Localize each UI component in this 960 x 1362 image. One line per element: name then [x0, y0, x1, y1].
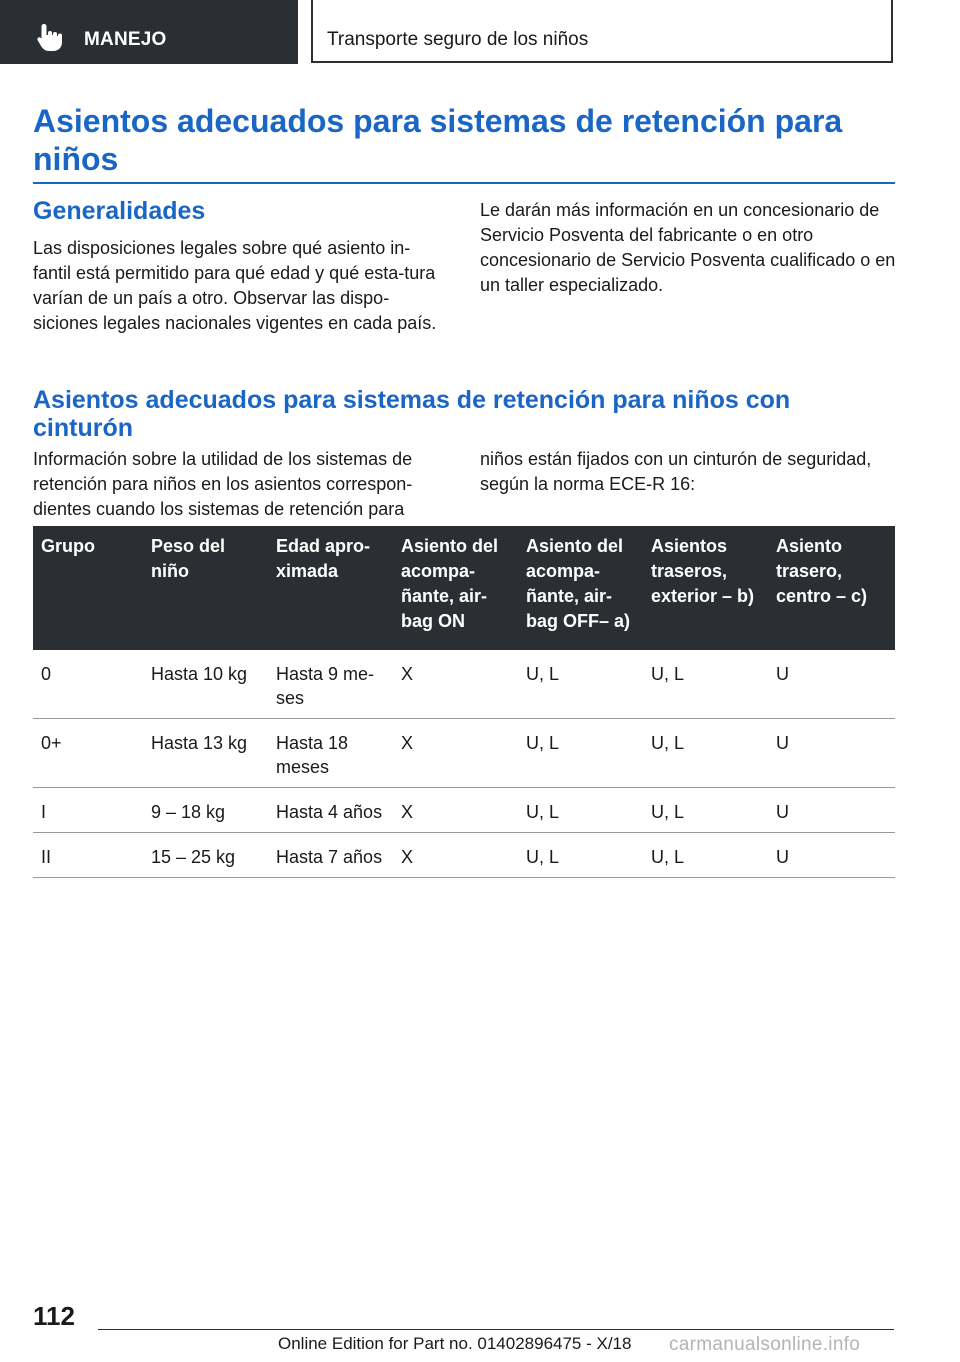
table-cell: X — [393, 719, 518, 788]
table-cell: 0 — [33, 650, 143, 719]
table-cell: U, L — [643, 788, 768, 833]
table-row — [33, 788, 895, 833]
col-header-rear-outer: Asientos traseros, exterior – b) — [643, 526, 768, 650]
table-cell: Hasta 10 kg — [143, 650, 268, 719]
table-cell: U, L — [518, 719, 643, 788]
col-header-rear-center: Asiento trasero, centro – c) — [768, 526, 895, 650]
page-title: Asientos adecuados para sistemas de retención para niños — [33, 103, 843, 177]
general-paragraph-2: Le darán más información en un concesionario de Servicio Posventa del fabricante o en otro concesionario de Servicio Posventa cualificado o en un taller especializado. — [480, 200, 896, 295]
table-row — [33, 650, 895, 719]
table-cell: U — [768, 833, 895, 878]
table-cell: 9 – 18 kg — [143, 788, 268, 833]
table-cell: U — [768, 650, 895, 719]
belt-paragraph-2: niños están fijados con un cinturón de seguridad, según la norma ECE-R 16: — [480, 449, 872, 494]
chapter-title: Transporte seguro de los niños — [327, 29, 589, 50]
title-divider — [33, 182, 895, 184]
belt-paragraph-1: Información sobre la utilidad de los sistemas de retención para niños en los asientos correspon-dientes cuando los sistemas de retención para — [33, 449, 413, 519]
table-cell: 0+ — [33, 719, 143, 788]
section-tab — [0, 0, 298, 64]
table-cell: X — [393, 650, 518, 719]
footer-divider — [98, 1329, 894, 1330]
chapter-header — [311, 0, 893, 63]
table-cell: Hasta 7 años — [268, 833, 393, 878]
table-cell: U, L — [643, 833, 768, 878]
table-cell: U — [768, 719, 895, 788]
col-header-group: Grupo — [33, 526, 143, 650]
table-cell: U, L — [518, 650, 643, 719]
seat-suitability-table — [33, 526, 895, 878]
table-cell: Hasta 13 kg — [143, 719, 268, 788]
general-paragraph-1: Las disposiciones legales sobre qué asiento in-fantil está permitido para qué edad y qué esta-tura varían de un país a otro. Observar las dispo-siciones legales nacionales vigentes en cada país. — [33, 238, 437, 333]
watermark: carmanualsonline.info — [669, 1334, 861, 1355]
col-header-weight: Peso del niño — [143, 526, 268, 650]
heading-belt-seats: Asientos adecuados para sistemas de retención para niños con cinturón — [33, 386, 791, 442]
table-cell: Hasta 9 me-ses — [268, 650, 393, 719]
heading-general: Generalidades — [33, 197, 206, 225]
table-cell: II — [33, 833, 143, 878]
page-number: 112 — [33, 1301, 75, 1331]
table-cell: X — [393, 833, 518, 878]
table-cell: U, L — [518, 833, 643, 878]
table-row — [33, 833, 895, 878]
table-cell: Hasta 4 años — [268, 788, 393, 833]
hand-pointer-icon — [36, 22, 64, 52]
col-header-front-airbag-on: Asiento del acompa-ñante, air-bag ON — [393, 526, 518, 650]
table-cell: 15 – 25 kg — [143, 833, 268, 878]
table-cell: U — [768, 788, 895, 833]
table-cell: X — [393, 788, 518, 833]
col-header-front-airbag-off: Asiento del acompa-ñante, air-bag OFF– a) — [518, 526, 643, 650]
table-cell: U, L — [643, 650, 768, 719]
table-header-row — [33, 526, 895, 650]
table-row — [33, 719, 895, 788]
table-cell: I — [33, 788, 143, 833]
table-cell: U, L — [643, 719, 768, 788]
col-header-age: Edad apro-ximada — [268, 526, 393, 650]
section-label: MANEJO — [84, 29, 167, 50]
table-cell: U, L — [518, 788, 643, 833]
edition-note: Online Edition for Part no. 01402896475 - X/18 — [278, 1334, 632, 1353]
table-cell: Hasta 18 meses — [268, 719, 393, 788]
